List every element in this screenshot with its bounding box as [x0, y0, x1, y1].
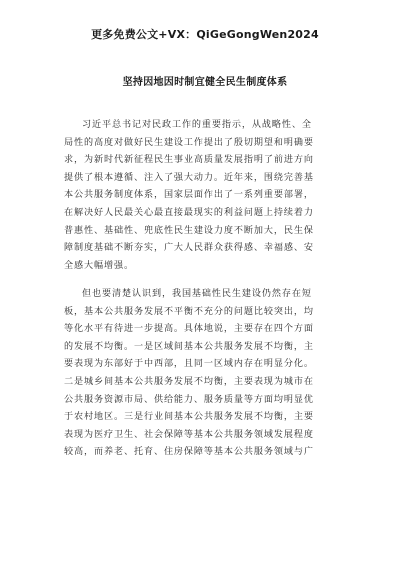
text-line: 但也要清楚认识到，我国基础性民生建设仍然存在短	[82, 289, 312, 299]
text-line: 习近平总书记对民政工作的重要指示，从战略性、全	[82, 120, 312, 130]
text-line: 求，为新时代新征程民生事业高质量发展指明了前进方向	[64, 155, 314, 166]
promo-header: 更多免费公文+VX：QiGeGongWen2024	[91, 28, 319, 41]
text-line: 公共服务资源市局、供给能力、服务质量等方面均明显优	[64, 394, 314, 405]
text-line: 较高，而养老、托育、住房保障等基本公共服务领域与广	[64, 447, 314, 458]
text-line: 表现为医疗卫生、社会保障等基本公共服务领域发展程度	[64, 429, 314, 440]
text-line: 本公共服务制度体系，国家层面作出了一系列重要部署，	[64, 190, 314, 201]
paragraph-2	[64, 286, 354, 462]
text-line: 局性的高度对做好民生建设工作提出了殷切期望和明确要	[64, 137, 314, 148]
document-title: 坚持因地因时制宜健全民生制度体系	[122, 77, 288, 88]
text-line: 于农村地区。三是行业间基本公共服务发展不均衡，主要	[64, 412, 314, 423]
text-line: 在解决好人民最关心最直接最现实的利益问题上持续着力	[64, 207, 314, 218]
text-line: 提供了根本遵循、注入了强大动力。近年来，围绕完善基	[64, 172, 314, 183]
text-line: 全感大幅增强。	[64, 260, 134, 271]
text-line: 二是城乡间基本公共服务发展不均衡，主要表现为城市在	[64, 376, 314, 387]
text-line: 普惠性、基础性、兜底性民生建设力度不断加大，民生保	[64, 225, 314, 236]
text-line: 等化水平有待进一步提高。具体地说，主要存在四个方面	[64, 324, 314, 335]
text-line: 板，基本公共服务发展不平衡不充分的问题比较突出，均	[64, 306, 314, 317]
text-line: 的发展不均衡。一是区域间基本公共服务发展不均衡，主	[64, 341, 314, 352]
paragraph-1	[64, 117, 354, 275]
text-line: 要表现为东部好于中西部，且同一区域内存在明显分化。	[64, 359, 314, 370]
text-line: 障制度基础不断夯实，广大人民群众获得感、幸福感、安	[64, 243, 314, 254]
